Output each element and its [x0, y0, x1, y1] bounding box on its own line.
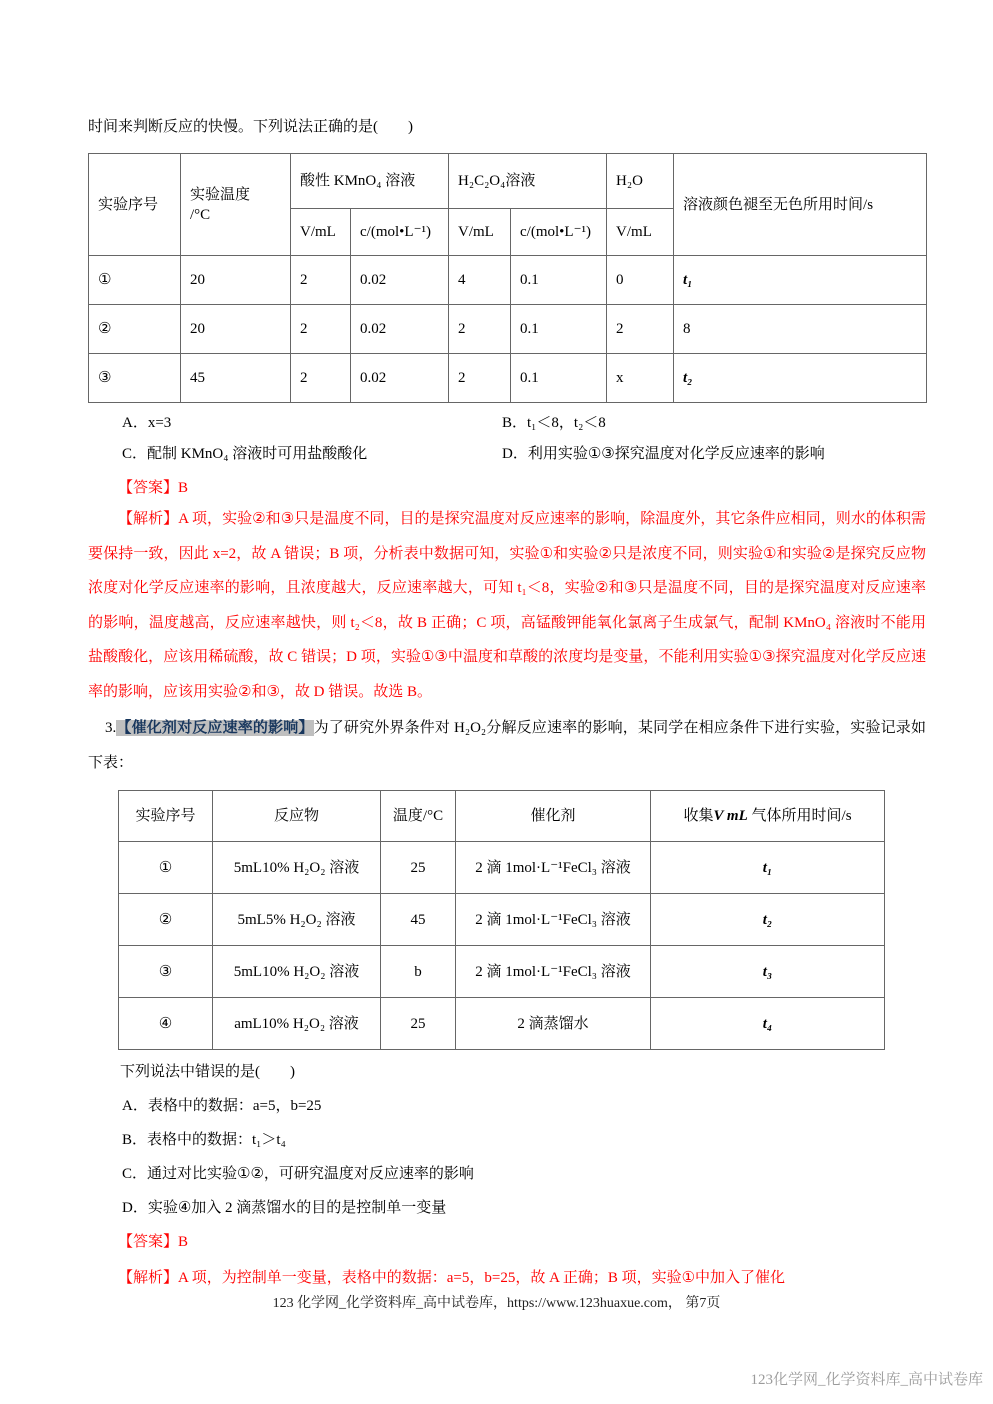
table1-sub-vml-1: V/mL: [291, 209, 351, 256]
question3-table-wrap: [88, 790, 926, 1050]
cell-v2: 4: [449, 256, 511, 305]
table1-sub-conc-1: c/(mol•L⁻¹): [351, 209, 449, 256]
cell-time: t₁: [674, 256, 927, 305]
cell-catalyst: 2 滴 1mol·L⁻¹FeCl₃ 溶液: [456, 842, 651, 894]
cell-v1: 2: [291, 305, 351, 354]
answer-label: 【答案】: [118, 1234, 179, 1250]
option-d: D．利用实验①③探究温度对化学反应速率的影响: [502, 446, 825, 462]
option-d: D．实验④加入 2 滴蒸馏水的目的是控制单一变量: [122, 1200, 447, 1216]
cell-temp: 25: [381, 842, 456, 894]
cell-temp: 45: [181, 354, 291, 403]
question3-topic-tag: 【催化剂对反应速率的影响】: [116, 720, 314, 736]
option-c: C．配制 KMnO₄ 溶液时可用盐酸酸化: [122, 446, 368, 462]
cell-exp-id: ①: [89, 256, 181, 305]
question3-data-table: [118, 790, 885, 1050]
option-a: A．表格中的数据：a=5，b=25: [122, 1098, 322, 1114]
cell-time: t₂: [674, 354, 927, 403]
cell-c2: 0.1: [511, 305, 607, 354]
analysis-text: A 项，为控制单一变量，表格中的数据：a=5，b=25，故 A 正确；B 项，实验①中加入了催化: [178, 1270, 786, 1286]
cell-time: t₄: [651, 998, 885, 1050]
cell-exp-id: ③: [119, 946, 213, 998]
cell-time: t₁: [651, 842, 885, 894]
cell-v3: x: [607, 354, 674, 403]
cell-v3: 2: [607, 305, 674, 354]
answer-value: B: [178, 480, 189, 496]
site-watermark: 123化学网_化学资料库_高中试卷库: [750, 1372, 983, 1388]
table2-col-reactant: 反应物: [213, 791, 381, 842]
cell-c2: 0.1: [511, 354, 607, 403]
question2-options-row2: [122, 443, 926, 465]
question3-stem-text: 为了研究外界条件对 H₂O₂分解反应速率的影响，某同学在相应条件下进行实验，实验记录如下表：: [88, 720, 926, 771]
answer-value: B: [178, 1234, 189, 1250]
cell-reactant: 5mL10% H₂O₂ 溶液: [213, 842, 381, 894]
cell-v1: 2: [291, 354, 351, 403]
table1-col-experiment: 实验序号: [89, 154, 181, 256]
table1-sub-vml-3: V/mL: [607, 209, 674, 256]
table2-row-1: [119, 842, 885, 894]
question3-number: 3.: [105, 720, 117, 736]
cell-c1: 0.02: [351, 305, 449, 354]
cell-reactant: 5mL5% H₂O₂ 溶液: [213, 894, 381, 946]
analysis-label: 【解析】: [118, 511, 179, 527]
table1-row-2: [89, 305, 927, 354]
cell-time: t₃: [651, 946, 885, 998]
cell-time: 8: [674, 305, 927, 354]
page-content: [88, 116, 926, 1296]
cell-temp: 45: [381, 894, 456, 946]
page-footer: 123 化学网_化学资料库_高中试卷库，https://www.123huaxue.com， 第7页: [272, 1296, 721, 1311]
question3-analysis: [88, 1261, 926, 1296]
table1-col-temperature-line1: 实验温度: [190, 186, 251, 203]
cell-temp: 20: [181, 305, 291, 354]
cell-temp: 25: [381, 998, 456, 1050]
cell-exp-id: ②: [119, 894, 213, 946]
table1-col-kmno4: 酸性 KMnO₄ 溶液: [291, 154, 449, 209]
table1-col-h2o: H₂O: [607, 154, 674, 209]
question3-substem: 下列说法中错误的是( ): [120, 1064, 295, 1080]
table2-row-4: [119, 998, 885, 1050]
table2-col-time-volume: V mL: [713, 808, 748, 824]
question2-analysis: [88, 502, 926, 709]
cell-exp-id: ③: [89, 354, 181, 403]
table2-col-time-post: 气体所用时间/s: [747, 808, 852, 824]
table2-col-catalyst: 催化剂: [456, 791, 651, 842]
table1-row-1: [89, 256, 927, 305]
cell-temp: b: [381, 946, 456, 998]
cell-c1: 0.02: [351, 256, 449, 305]
cell-exp-id: ②: [89, 305, 181, 354]
cell-v3: 0: [607, 256, 674, 305]
cell-reactant: 5mL10% H₂O₂ 溶液: [213, 946, 381, 998]
table2-col-time: [651, 791, 885, 842]
cell-temp: 20: [181, 256, 291, 305]
table2-col-time-pre: 收集: [683, 808, 714, 824]
question2-options-row1: [122, 412, 926, 434]
cell-c2: 0.1: [511, 256, 607, 305]
question2-answer: [118, 477, 926, 499]
cell-c1: 0.02: [351, 354, 449, 403]
table2-col-experiment: 实验序号: [119, 791, 213, 842]
cell-v1: 2: [291, 256, 351, 305]
table1-col-temperature: [181, 154, 291, 256]
question2-stem: 时间来判断反应的快慢。下列说法正确的是( ): [88, 119, 413, 135]
option-c: C．通过对比实验①②，可研究温度对反应速率的影响: [122, 1166, 474, 1182]
cell-v2: 2: [449, 354, 511, 403]
table1-sub-vml-2: V/mL: [449, 209, 511, 256]
question2-data-table: [88, 153, 927, 403]
cell-exp-id: ①: [119, 842, 213, 894]
table2-row-2: [119, 894, 885, 946]
question3-stem: [88, 711, 926, 781]
table1-row-3: [89, 354, 927, 403]
table2-header-row: [119, 791, 885, 842]
question3-answer: [118, 1231, 926, 1253]
option-a: A．x=3: [122, 415, 172, 431]
analysis-text: A 项，实验②和③只是温度不同，目的是探究温度对反应速率的影响，除温度外，其它条件应相同，则水的体积需要保持一致，因此 x=2，故 A 错误；B 项，分析表中数据可知，实验①和实验②只是浓度不同，则实验①和实验②是探究反应物浓度对化学反应速率的影响，且浓度越大，反应速率越大，可知 t₁＜8，实验②和③只是温度不同，目的是探究温度对反应速率的影响，温度越高，反应速率越快，则 t₂＜8，故 B 正确；C 项，高锰酸钾能氧化氯离子生成氯气，配制 KMnO₄ 溶液时不能用盐酸酸化，应该用稀硫酸，故 C 错误；D 项，实验①③中温度和草酸的浓度均是变量，不能利用实验①③探究温度对化学反应速率的影响，应该用实验②和③，故 D 错误。故选 B。: [88, 511, 926, 700]
analysis-label: 【解析】: [118, 1270, 179, 1286]
cell-catalyst: 2 滴 1mol·L⁻¹FeCl₃ 溶液: [456, 894, 651, 946]
option-b: B．表格中的数据：t₁＞t₄: [122, 1132, 286, 1148]
cell-catalyst: 2 滴蒸馏水: [456, 998, 651, 1050]
cell-catalyst: 2 滴 1mol·L⁻¹FeCl₃ 溶液: [456, 946, 651, 998]
table2-row-3: [119, 946, 885, 998]
table1-col-temperature-line2: /°C: [190, 206, 211, 223]
table2-col-temperature: 温度/°C: [381, 791, 456, 842]
answer-label: 【答案】: [118, 480, 179, 496]
cell-v2: 2: [449, 305, 511, 354]
table1-col-time: 溶液颜色褪至无色所用时间/s: [674, 154, 927, 256]
cell-exp-id: ④: [119, 998, 213, 1050]
table1-col-h2c2o4: H₂C₂O₄溶液: [449, 154, 607, 209]
option-b: B．t₁＜8，t₂＜8: [502, 415, 606, 431]
cell-time: t₂: [651, 894, 885, 946]
table1-sub-conc-2: c/(mol•L⁻¹): [511, 209, 607, 256]
cell-reactant: amL10% H₂O₂ 溶液: [213, 998, 381, 1050]
table1-header-row1: [89, 154, 927, 209]
